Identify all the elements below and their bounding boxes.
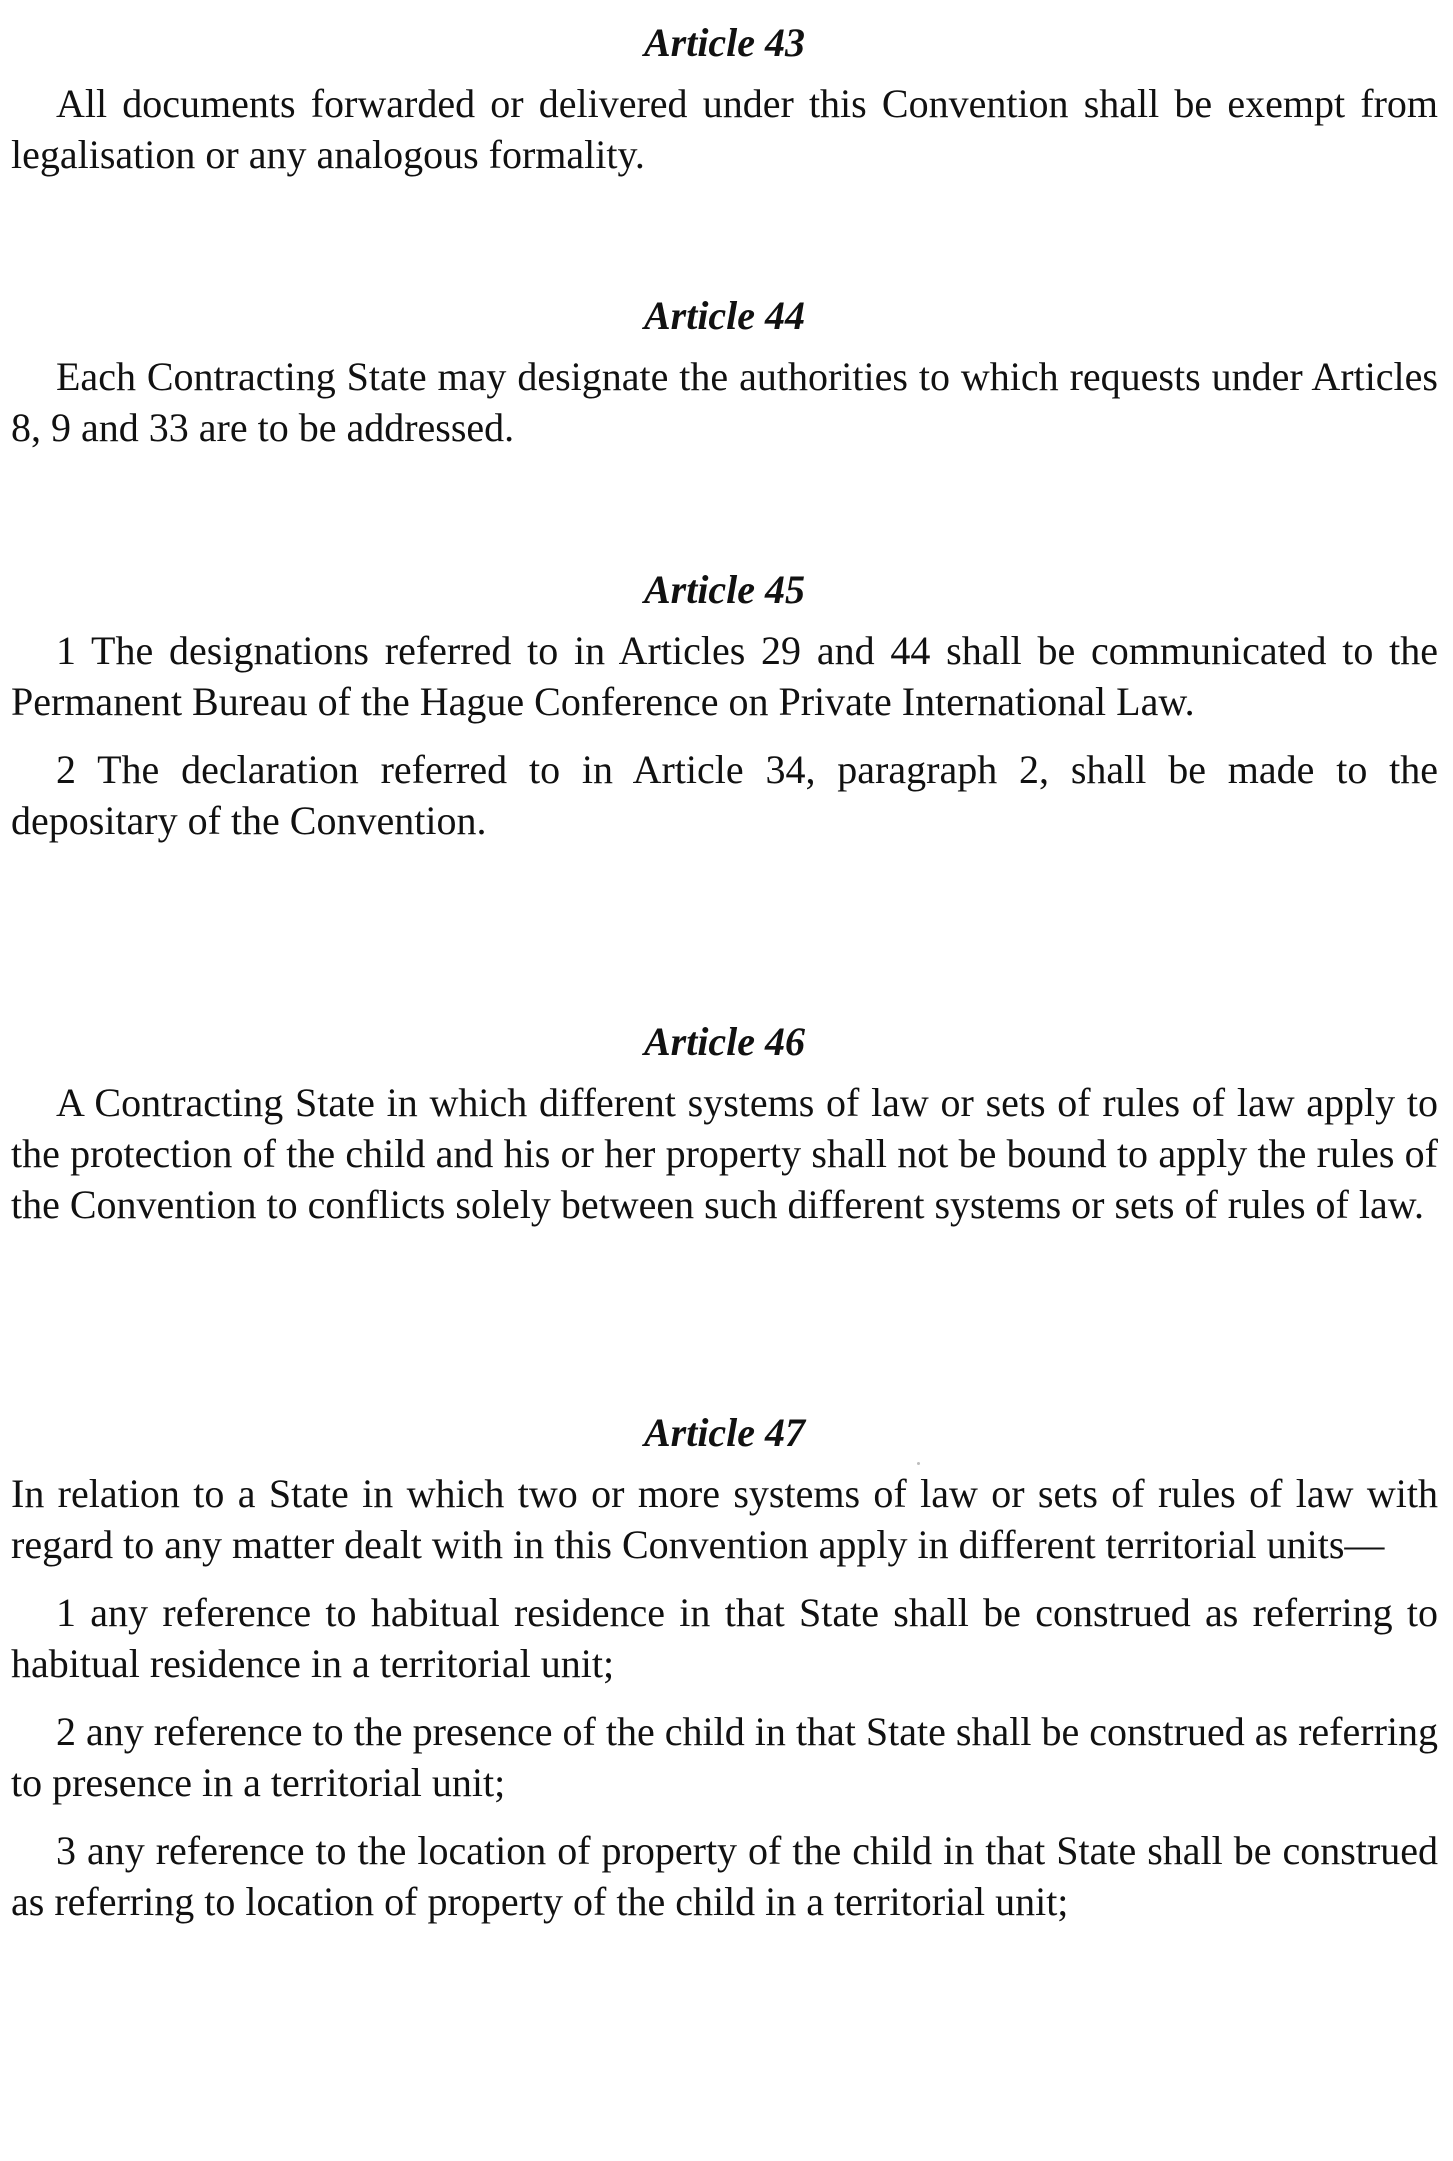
article-heading: Article 46 [643, 1019, 806, 1064]
article-paragraph: 2 any reference to the presence of the child in that State shall be construed as referring to presence in a territorial unit; [11, 1709, 1438, 1805]
article-paragraph: Each Contracting State may designate the authorities to which requests under Articles 8, 9 and 33 are to be addressed. [11, 354, 1438, 450]
article-paragraph: 1 any reference to habitual residence in that State shall be construed as referring to habitual residence in a territorial unit; [11, 1590, 1438, 1686]
article-paragraph: 2 The declaration referred to in Article 34, paragraph 2, shall be made to the depositary of the Convention. [11, 747, 1438, 843]
article-47 [11, 1408, 1438, 1944]
article-paragraph: 1 The designations referred to in Articles 29 and 44 shall be communicated to the Permanent Bureau of the Hague Conference on Private International Law. [11, 628, 1438, 724]
article-45 [11, 565, 1438, 863]
article-44 [11, 291, 1438, 470]
article-43 [11, 18, 1438, 197]
article-paragraph: A Contracting State in which different systems of law or sets of rules of law apply to the protection of the child and his or her property shall not be bound to apply the rules of the Convention to conflicts solely between such different systems or sets of rules of law. [11, 1080, 1438, 1227]
article-paragraph: 3 any reference to the location of property of the child in that State shall be construed as referring to location of property of the child in a territorial unit; [11, 1828, 1438, 1924]
scan-speck [917, 1462, 920, 1465]
article-heading: Article 47 [643, 1410, 806, 1455]
article-paragraph: In relation to a State in which two or more systems of law or sets of rules of law with regard to any matter dealt with in this Convention apply in different territorial units— [11, 1471, 1438, 1567]
article-paragraph: All documents forwarded or delivered under this Convention shall be exempt from legalisation or any analogous formality. [11, 81, 1438, 177]
article-heading: Article 43 [643, 20, 806, 65]
article-heading: Article 45 [643, 567, 806, 612]
article-heading: Article 44 [643, 293, 806, 338]
article-46 [11, 1017, 1438, 1247]
